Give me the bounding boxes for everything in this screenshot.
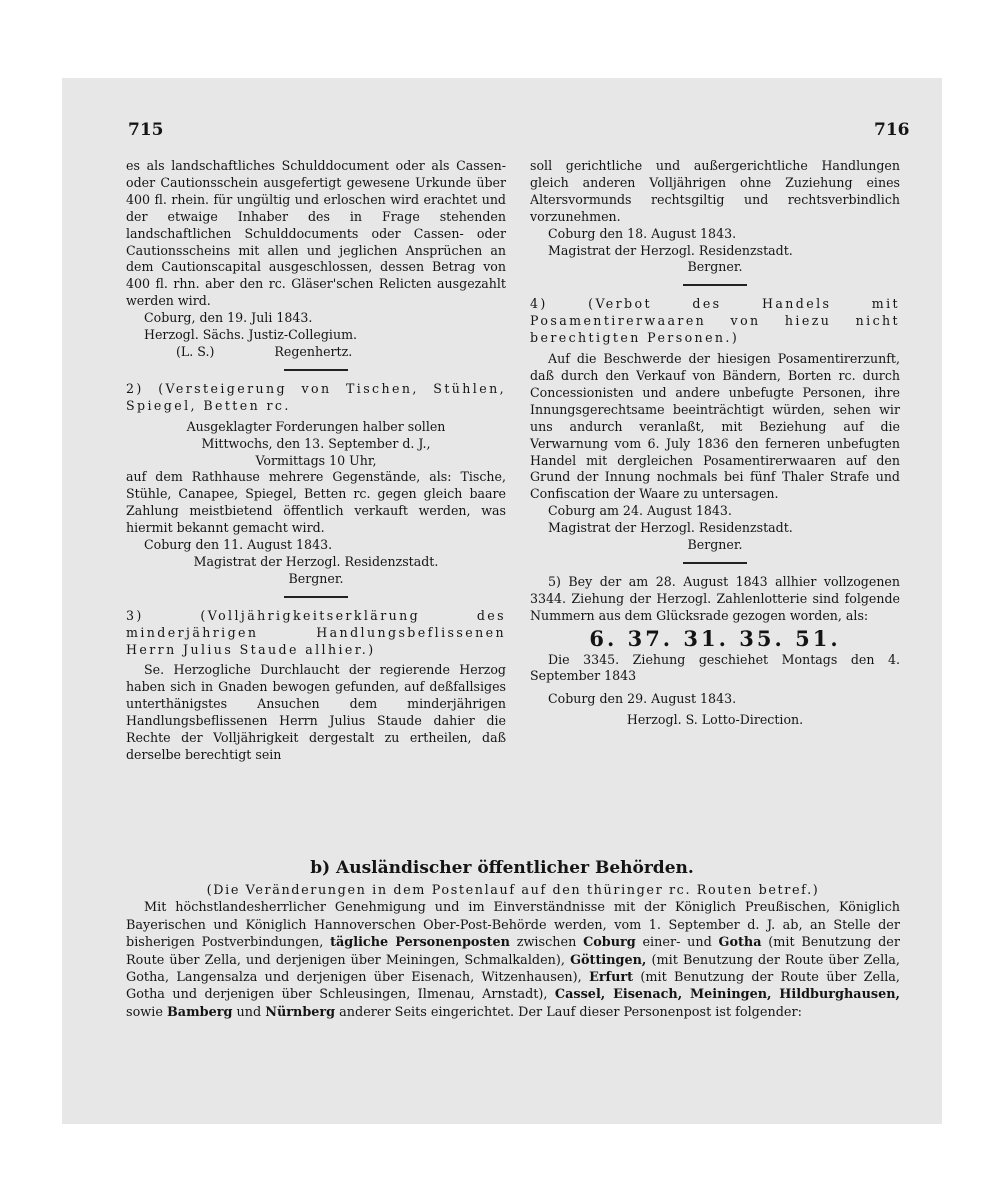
section-b-text-3: einer- und: [642, 935, 712, 951]
notice-2-line-3: Vormittags 10 Uhr,: [255, 452, 377, 468]
notice-4-body: Auf die Beschwerde der hiesigen Posamentirerzunft, daß durch den Verkauf von Bändern, Borten rc. durch Concessionisten und andere unbefugte Personen, ihre Innungsgerechtsame beeinträchtigt würden, sehen wir uns andurch veranlaßt, mit Beziehung auf die Verwarnung vom 6. July 1836 den ferneren unbefugten Handel mit dergleichen Posamentirerwaaren auf den Grund der Innung nochmals bei fünf Thaler Strafe und Confiscation der Waare zu untersagen.: [530, 351, 900, 502]
notice-2-authority: Magistrat der Herzogl. Residenzstadt.: [193, 553, 439, 569]
section-b-body: [126, 899, 900, 1021]
notice-3-signature: Bergner.: [687, 259, 743, 275]
notice-2-signature: Bergner.: [288, 570, 344, 586]
notice-3-continuation: soll gerichtliche und außergerichtliche Handlungen gleich anderen Volljährigen ohne Zuziehung eines Altersvormunds rechtsgiltig und rechtsverbindlich vorzunehmen.: [530, 158, 900, 224]
notice-1-body: es als landschaftliches Schulddocument oder als Cassen- oder Cautionsschein ausgefertigt gewesene Urkunde über 400 fl. rhein. für ungültig und erloschen wird erachtet und der etwaige Inhaber des in Frage stehenden landschaftlichen Schulddocuments oder Cassen- oder Cautionsscheins mit allen und jeglichen Ansprüchen an dem Cautionscapital ausgeschlossen, dessen Betrag von 400 fl. rhn. aber den rc. Gläser'schen Relicten ausgezahlt werden wird.: [126, 158, 506, 309]
notice-4-date: Coburg am 24. August 1843.: [548, 503, 732, 519]
section-b-bold-6: Cassel, Eisenach, Meiningen, Hildburghausen,: [554, 987, 901, 1003]
section-b-text-4: (mit Benutzung der Route über Zella, und derjenigen über Meiningen, Schmalkalden),: [126, 935, 900, 968]
lottery-numbers: 6. 37. 31. 35. 51.: [589, 625, 841, 651]
divider-rule: [683, 562, 747, 564]
notice-1-seal: (L. S.): [176, 343, 215, 359]
notice-2-line-2: Mittwochs, den 13. September d. J.,: [201, 435, 431, 451]
notice-1-seal-line: [126, 344, 506, 361]
section-b-text-5: (mit Benutzung der Route über Zella, Gotha, Langensalza und derjenigen über Eisenach, Witzenhausen),: [126, 952, 900, 986]
page-number-right: 716: [874, 120, 910, 140]
section-b-subtitle: (Die Veränderungen in dem Postenlauf auf den thüringer rc. Routen betref.): [206, 883, 820, 898]
divider-rule: [284, 596, 348, 598]
notice-5-authority: Herzogl. S. Lotto-Direction.: [626, 712, 804, 728]
left-column: [126, 158, 506, 764]
section-b-heading: b) Ausländischer öffentlicher Behörden.: [310, 858, 694, 878]
page-number-left: 715: [128, 120, 164, 140]
divider-rule: [683, 284, 747, 286]
section-b-bold-7: Bamberg: [166, 1004, 233, 1020]
section-b-text-1: Mit höchstlandesherrlicher Genehmigung und im Einverständnisse mit der Königlich Preußischen, Königlich Bayerischen und Königlich Hannoverschen Ober-Post-Behörde werden, vom 1. September d. J. ab, an Stelle der bisherigen Postverbindungen,: [126, 900, 900, 951]
notice-1-authority: Herzogl. Sächs. Justiz-Collegium.: [144, 327, 358, 343]
document-page: [62, 78, 942, 1124]
section-b-text-6: (mit Benutzung der Route über Zella, Gotha und derjenigen über Schleusingen, Ilmenau, Arnstadt),: [126, 970, 900, 1003]
section-b-bold-8: Nürnberg: [265, 1004, 336, 1020]
notice-2-line-1: Ausgeklagter Forderungen halber sollen: [186, 418, 446, 434]
section-b-bold-3: Gotha: [718, 935, 762, 951]
notice-2-title: 2) (Versteigerung von Tischen, Stühlen, Spiegel, Betten rc.: [126, 380, 506, 413]
section-b-text-8: und: [236, 1004, 262, 1020]
notice-3-body: Se. Herzogliche Durchlaucht der regierende Herzog haben sich in Gnaden bewogen gefunden, auf deßfallsiges unterthänigstes Ansuchen dem minderjährigen Handlungsbeflissenen Herrn Julius Staude dahier die Rechte der Volljährigkeit dergestalt zu ertheilen, daß derselbe berechtigt sein: [126, 662, 506, 762]
section-b-text-7: sowie: [126, 1004, 163, 1020]
notice-3-title: 3) (Volljährigkeitserklärung des minderjährigen Handlungsbeflissenen Herrn Julius Staude allhier.): [126, 607, 506, 657]
section-b-bold-5: Erfurt: [589, 970, 634, 986]
section-b-text-2: zwischen: [516, 935, 577, 951]
section-b-bold-1: tägliche Personenposten: [330, 935, 510, 951]
section-b-bold-2: Coburg: [583, 935, 636, 951]
notice-3-authority: Magistrat der Herzogl. Residenzstadt.: [548, 242, 793, 258]
notice-4-title: 4) (Verbot des Handels mit Posamentirerwaaren von hiezu nicht berechtigten Personen.): [530, 296, 900, 346]
notice-5-next-draw: Die 3345. Ziehung geschiehet Montags den 4. September 1843: [530, 651, 900, 684]
notice-2-body: auf dem Rathhause mehrere Gegenstände, als: Tische, Stühle, Canapee, Spiegel, Betten rc. gegen gleich baare Zahlung meistbietend öffentlich verkauft werden, was hiermit bekannt gemacht wird.: [126, 469, 506, 536]
notice-5-date: Coburg den 29. August 1843.: [548, 691, 737, 707]
section-b-bold-4: Göttingen,: [570, 952, 647, 968]
notice-2-date: Coburg den 11. August 1843.: [144, 537, 333, 553]
notice-4-authority: Magistrat der Herzogl. Residenzstadt.: [548, 520, 793, 536]
right-column: [530, 158, 900, 729]
section-b-text-9: anderer Seits eingerichtet. Der Lauf dieser Personenpost ist folgender:: [339, 1004, 802, 1020]
divider-rule: [284, 369, 348, 371]
notice-1-date: Coburg, den 19. Juli 1843.: [144, 310, 313, 326]
notice-4-signature: Bergner.: [687, 537, 743, 553]
notice-5-body: 5) Bey der am 28. August 1843 allhier vollzogenen 3344. Ziehung der Herzogl. Zahlenlotterie sind folgende Nummern aus dem Glücksrade gezogen worden, als:: [530, 573, 900, 623]
notice-1-signature: Regenhertz.: [274, 343, 353, 359]
section-b-text: [126, 882, 900, 1021]
notice-3-date: Coburg den 18. August 1843.: [548, 225, 737, 241]
